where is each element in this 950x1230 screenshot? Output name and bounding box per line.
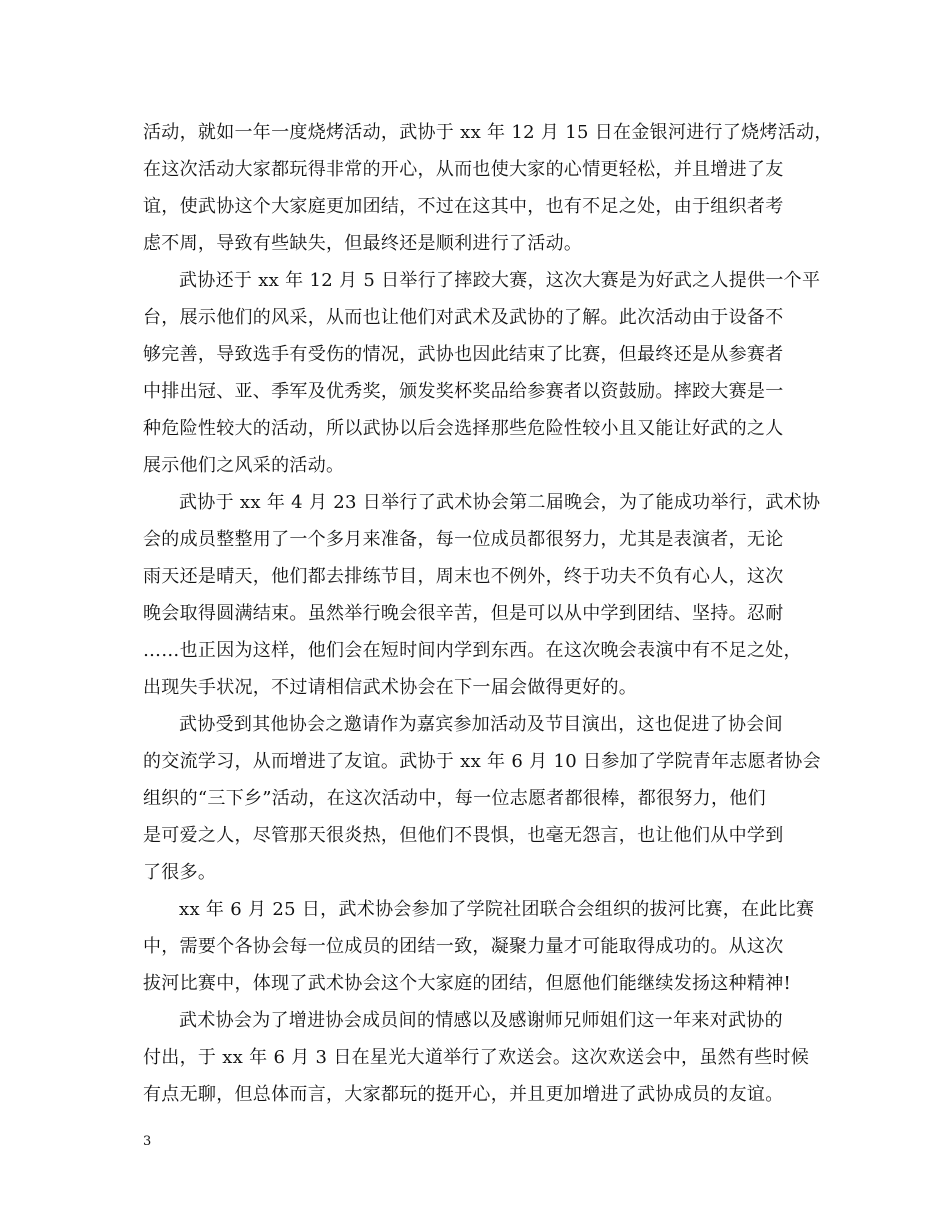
text-line: 在这次活动大家都玩得非常的开心，从而也使大家的心情更轻松，并且增进了友 (143, 159, 784, 180)
text-line: 会的成员整整用了一个多月来准备，每一位成员都很努力，尤其是表演者，无论 (143, 529, 784, 550)
text-line: 付出，于 xx 年 6 月 3 日在星光大道举行了欢送会。这次欢送会中，虽然有些时候 (143, 1047, 810, 1068)
text-line: 的交流学习，从而增进了友谊。武协于 xx 年 6 月 10 日参加了学院青年志愿者协会 (143, 751, 821, 772)
text-line: 武协还于 xx 年 12 月 5 日举行了摔跤大赛，这次大赛是为好武之人提供一个平 (179, 270, 821, 291)
text-line: 晚会取得圆满结束。虽然举行晚会很辛苦，但是可以从中学到团结、坚持。忍耐 (143, 603, 784, 624)
text-line: ……也正因为这样，他们会在短时间内学到东西。在这次晚会表演中有不足之处， (143, 640, 802, 661)
text-line: 雨天还是晴天，他们都去排练节目，周末也不例外，终于功夫不负有心人，这次 (143, 566, 784, 587)
page-number: 3 (143, 1134, 152, 1149)
text-line: 谊，使武协这个大家庭更加团结，不过在这其中，也有不足之处，由于组织者考 (143, 196, 784, 217)
text-line: 展示他们之风采的活动。 (143, 455, 345, 476)
text-line: 是可爱之人，尽管那天很炎热，但他们不畏惧，也毫无怨言，也让他们从中学到 (143, 825, 784, 846)
text-line: 够完善，导致选手有受伤的情况，武协也因此结束了比赛，但最终还是从参赛者 (143, 344, 784, 365)
body-text (143, 114, 833, 1113)
text-line: 武术协会为了增进协会成员间的情感以及感谢师兄师姐们这一年来对武协的 (179, 1010, 783, 1031)
text-line: 活动，就如一年一度烧烤活动，武协于 xx 年 12 月 15 日在金银河进行了烧烤活动， (143, 122, 833, 143)
paragraph (143, 706, 821, 891)
text-line: 组织的“三下乡”活动，在这次活动中，每一位志愿者都很棒，都很努力，他们 (143, 788, 766, 809)
text-line: 虑不周，导致有些缺失，但最终还是顺利进行了活动。 (143, 233, 583, 254)
paragraph (143, 484, 821, 706)
text-line: xx 年 6 月 25 日，武术协会参加了学院社团联合会组织的拔河比赛，在此比赛 (179, 899, 815, 920)
text-line: 武协受到其他协会之邀请作为嘉宾参加活动及节目演出，这也促进了协会间 (179, 714, 783, 735)
text-line: 台，展示他们的风采，从而也让他们对武术及武协的了解。此次活动由于设备不 (143, 307, 784, 328)
text-line: 中排出冠、亚、季军及优秀奖，颁发奖杯奖品给参赛者以资鼓励。摔跤大赛是一 (143, 381, 784, 402)
text-line: 拔河比赛中，体现了武术协会这个大家庭的团结，但愿他们能继续发扬这种精神! (143, 973, 792, 994)
text-line: 种危险性较大的活动，所以武协以后会选择那些危险性较小且又能让好武的之人 (143, 418, 784, 439)
text-line: 中，需要个各协会每一位成员的团结一致，凝聚力量才可能取得成功的。从这次 (143, 936, 784, 957)
text-line: 武协于 xx 年 4 月 23 日举行了武术协会第二届晚会，为了能成功举行，武术协 (179, 492, 821, 513)
text-line: 出现失手状况，不过请相信武术协会在下一届会做得更好的。 (143, 677, 638, 698)
paragraph (143, 114, 833, 262)
paragraph (143, 891, 815, 1002)
text-line: 有点无聊，但总体而言，大家都玩的挺开心，并且更加增进了武协成员的友谊。 (143, 1084, 784, 1105)
text-line: 了很多。 (143, 862, 217, 883)
paragraph (143, 262, 821, 484)
paragraph (143, 1002, 810, 1113)
